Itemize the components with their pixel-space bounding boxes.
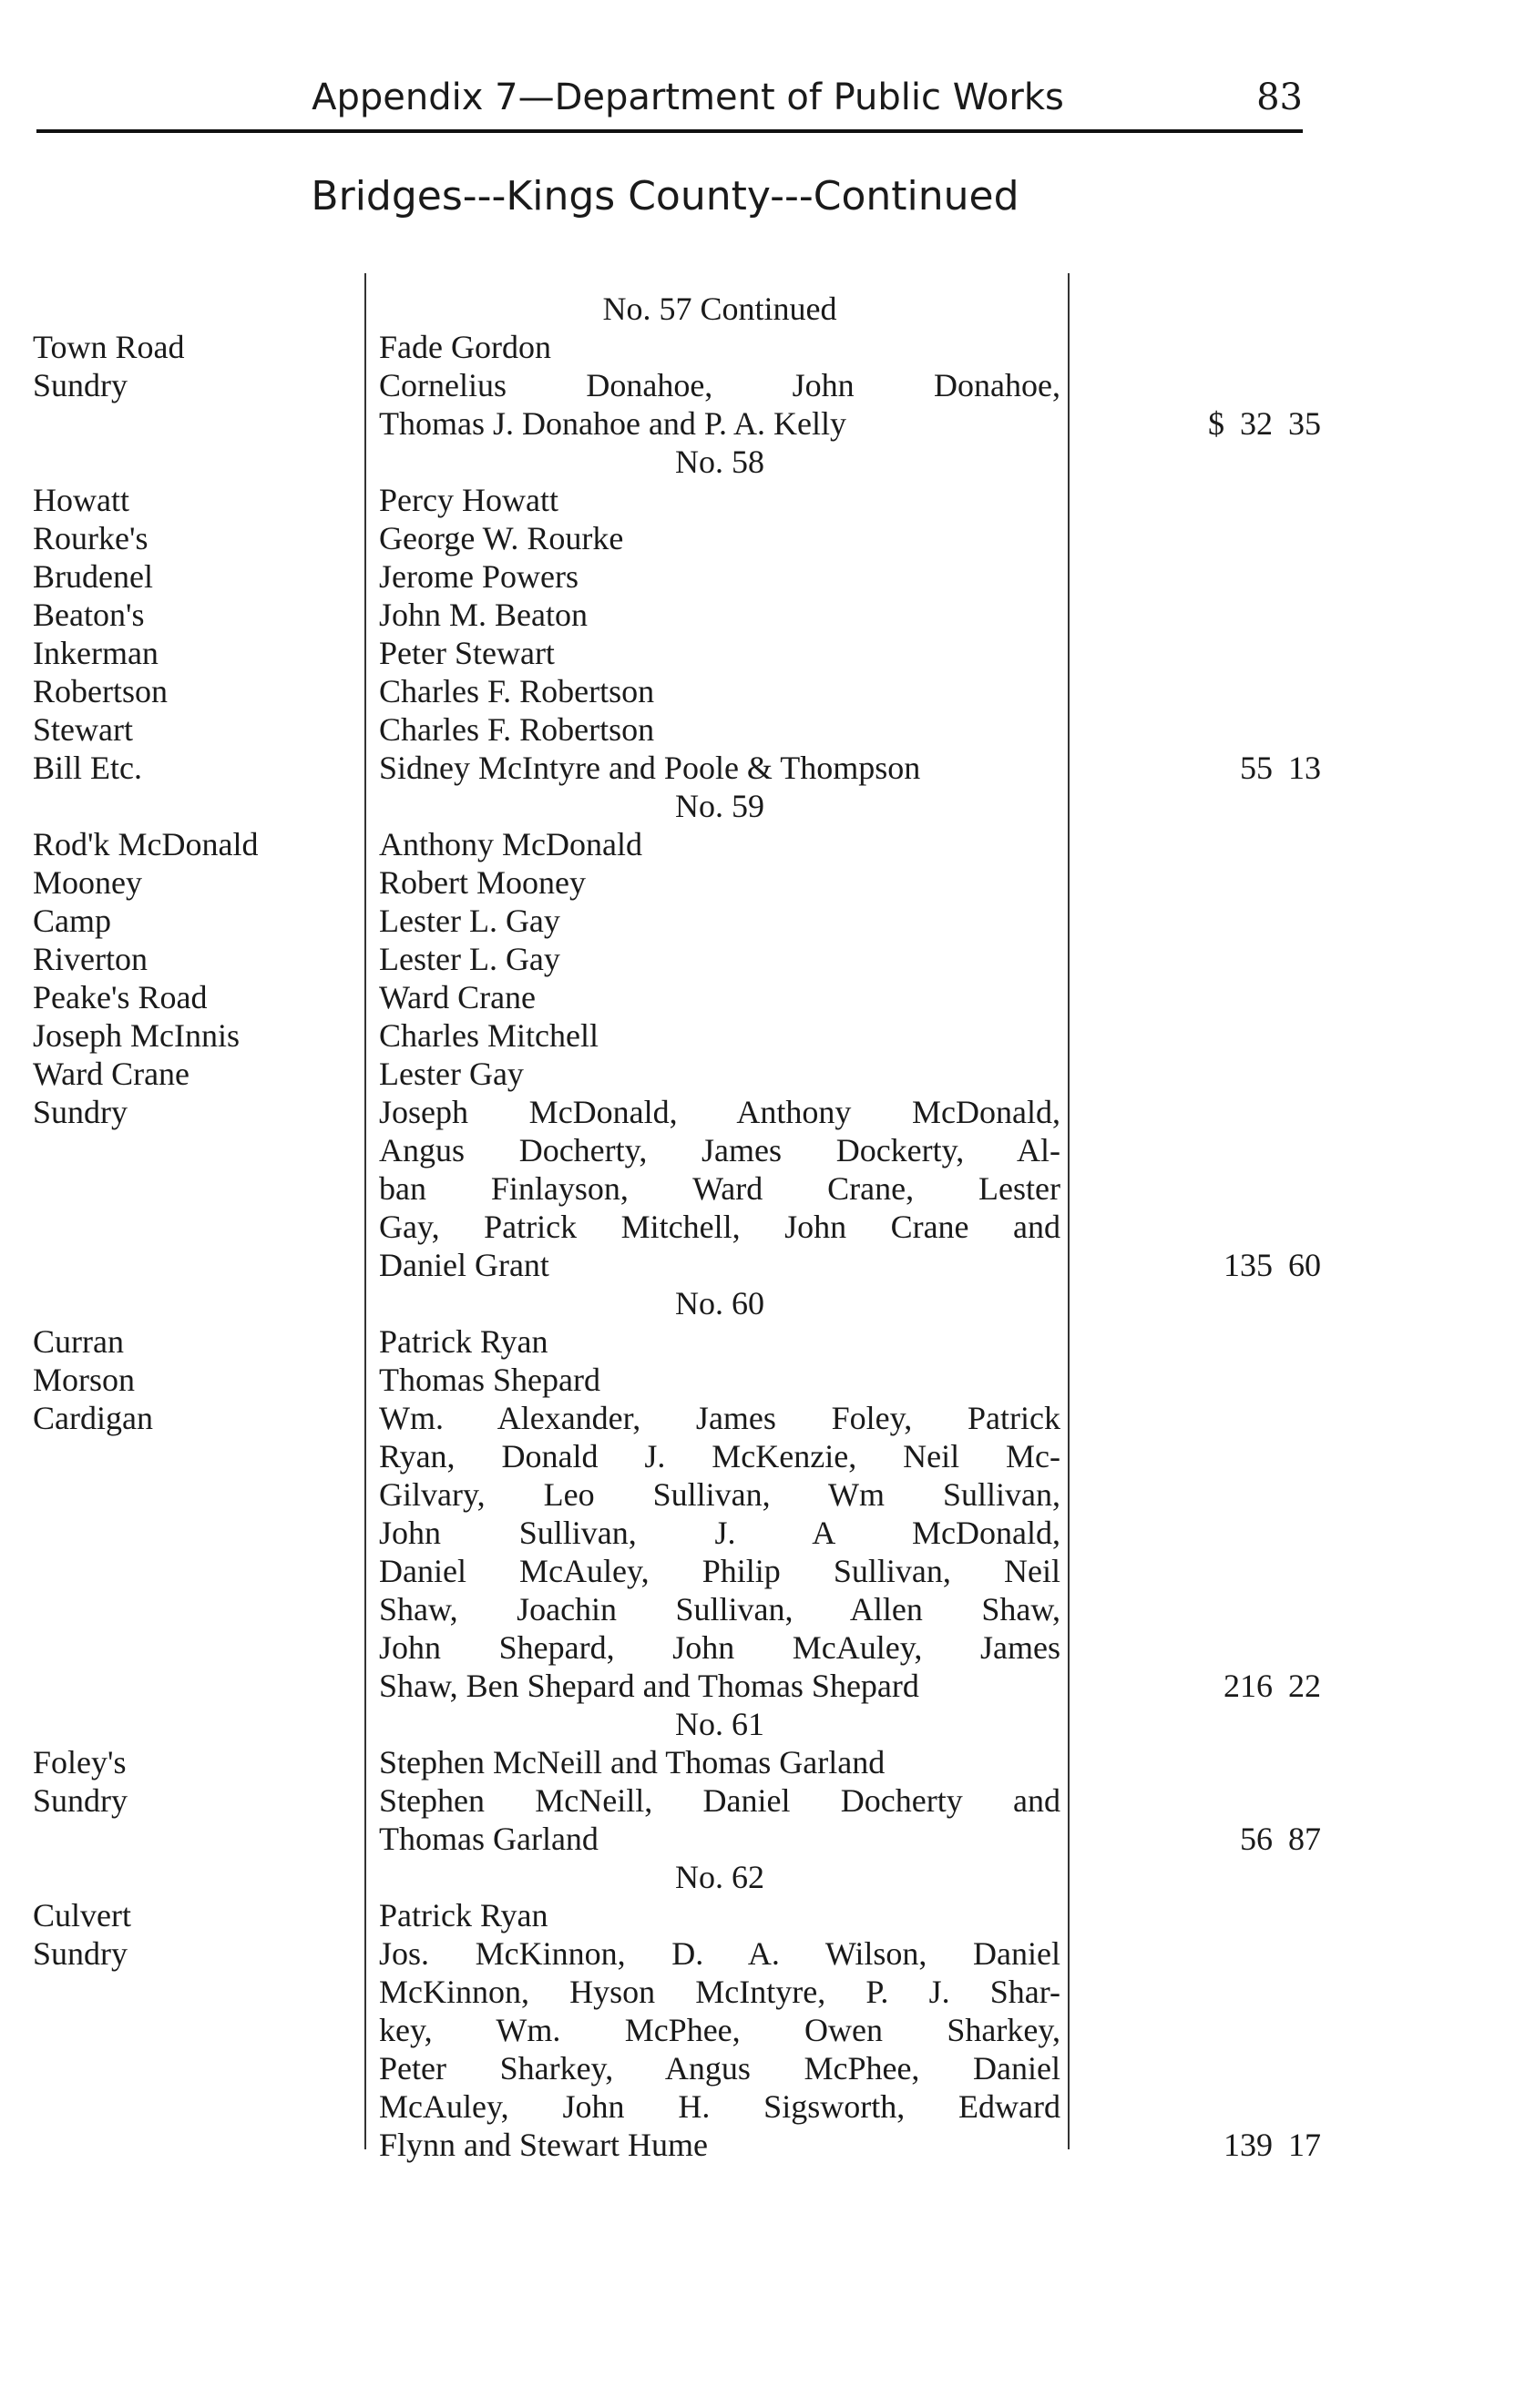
- header-title: Appendix 7—Department of Public Works: [312, 77, 1064, 118]
- payee-line: Charles F. Robertson: [379, 711, 655, 748]
- payee-line: Stephen McNeill, Daniel Docherty and: [379, 1782, 1060, 1819]
- road-label: Bill Etc.: [33, 750, 142, 786]
- payee-line: Charles F. Robertson: [379, 673, 655, 709]
- payee-line: Stephen McNeill and Thomas Garland: [379, 1744, 886, 1780]
- payee-line: Sidney McIntyre and Poole & Thompson: [379, 750, 921, 786]
- road-label: Brudenel: [33, 558, 153, 595]
- payee-line: Patrick Ryan: [379, 1897, 548, 1934]
- road-label: Beaton's: [33, 597, 145, 633]
- amount-value: $ 32 35: [1208, 405, 1321, 442]
- section-heading: No. 57 Continued: [602, 291, 837, 327]
- payee-line: Ward Crane: [379, 979, 537, 1015]
- road-label: Curran: [33, 1323, 124, 1360]
- payee-line: key, Wm. McPhee, Owen Sharkey,: [379, 2012, 1060, 2048]
- payee-line: Gilvary, Leo Sullivan, Wm Sullivan,: [379, 1476, 1060, 1513]
- payee-line: Thomas J. Donahoe and P. A. Kelly: [379, 405, 846, 442]
- road-label: Town Road: [33, 329, 185, 365]
- road-label: Peake's Road: [33, 979, 208, 1015]
- road-label: Mooney: [33, 864, 142, 901]
- road-label: Sundry: [33, 1094, 128, 1130]
- payee-line: Wm. Alexander, James Foley, Patrick: [379, 1400, 1060, 1436]
- road-label: Joseph McInnis: [33, 1017, 240, 1054]
- road-label: Foley's: [33, 1744, 127, 1780]
- road-label: Sundry: [33, 1782, 128, 1819]
- payee-line: Thomas Garland: [379, 1821, 599, 1857]
- payee-line: Flynn and Stewart Hume: [379, 2127, 708, 2163]
- amount-value: 139 17: [1224, 2127, 1321, 2163]
- payee-line: George W. Rourke: [379, 520, 624, 556]
- section-heading: No. 61: [675, 1706, 764, 1742]
- payee-line: Joseph McDonald, Anthony McDonald,: [379, 1094, 1060, 1130]
- road-label: Inkerman: [33, 635, 159, 671]
- payee-line: Percy Howatt: [379, 482, 558, 518]
- road-label: Camp: [33, 903, 111, 939]
- section-heading: No. 59: [675, 788, 764, 824]
- payee-line: Charles Mitchell: [379, 1017, 599, 1054]
- payee-line: Robert Mooney: [379, 864, 586, 901]
- payee-line: Shaw, Joachin Sullivan, Allen Shaw,: [379, 1591, 1060, 1627]
- payee-line: Fade Gordon: [379, 329, 551, 365]
- payee-line: McAuley, John H. Sigsworth, Edward: [379, 2088, 1060, 2125]
- road-label: Howatt: [33, 482, 129, 518]
- payee-line: Lester L. Gay: [379, 941, 560, 977]
- payee-line: John Shepard, John McAuley, James: [379, 1629, 1060, 1666]
- payee-line: Cornelius Donahoe, John Donahoe,: [379, 367, 1060, 403]
- amount-value: 55 13: [1240, 750, 1321, 786]
- payee-line: Ryan, Donald J. McKenzie, Neil Mc-: [379, 1438, 1060, 1474]
- road-label: Stewart: [33, 711, 133, 748]
- payee-line: Angus Docherty, James Dockerty, Al-: [379, 1132, 1060, 1168]
- payee-line: Patrick Ryan: [379, 1323, 548, 1360]
- payee-line: McKinnon, Hyson McIntyre, P. J. Shar-: [379, 1974, 1060, 2010]
- road-label: Morson: [33, 1362, 136, 1398]
- amount-value: 216 22: [1224, 1668, 1321, 1704]
- section-heading: No. 58: [675, 444, 764, 480]
- payee-line: Lester Gay: [379, 1056, 524, 1092]
- column-rule-right: [1068, 273, 1070, 2149]
- section-heading: No. 62: [675, 1859, 764, 1895]
- payee-line: Daniel Grant: [379, 1247, 549, 1283]
- payee-line: Thomas Shepard: [379, 1362, 600, 1398]
- payee-line: Lester L. Gay: [379, 903, 560, 939]
- road-label: Sundry: [33, 1935, 128, 1972]
- road-label: Riverton: [33, 941, 148, 977]
- page-number: 83: [1256, 77, 1303, 118]
- road-label: Culvert: [33, 1897, 131, 1934]
- road-label: Rourke's: [33, 520, 148, 556]
- payee-line: Peter Sharkey, Angus McPhee, Daniel: [379, 2050, 1060, 2087]
- payee-line: Peter Stewart: [379, 635, 555, 671]
- section-heading: No. 60: [675, 1285, 764, 1321]
- road-label: Cardigan: [33, 1400, 153, 1436]
- payee-line: John M. Beaton: [379, 597, 588, 633]
- payee-line: Jos. McKinnon, D. A. Wilson, Daniel: [379, 1935, 1060, 1972]
- payee-line: Daniel McAuley, Philip Sullivan, Neil: [379, 1553, 1060, 1589]
- amount-value: 135 60: [1224, 1247, 1321, 1283]
- road-label: Ward Crane: [33, 1056, 190, 1092]
- payee-line: Shaw, Ben Shepard and Thomas Shepard: [379, 1668, 919, 1704]
- amount-value: 56 87: [1240, 1821, 1321, 1857]
- payee-line: Gay, Patrick Mitchell, John Crane and: [379, 1209, 1060, 1245]
- road-label: Rod'k McDonald: [33, 826, 259, 862]
- page-header: [36, 66, 1303, 133]
- road-label: Sundry: [33, 367, 128, 403]
- payee-line: ban Finlayson, Ward Crane, Lester: [379, 1170, 1060, 1207]
- payee-line: John Sullivan, J. A McDonald,: [379, 1515, 1060, 1551]
- table-title: Bridges---Kings County---Continued: [311, 173, 1019, 219]
- payee-line: Jerome Powers: [379, 558, 579, 595]
- payee-line: Anthony McDonald: [379, 826, 642, 862]
- column-rule-left: [364, 273, 366, 2149]
- road-label: Robertson: [33, 673, 168, 709]
